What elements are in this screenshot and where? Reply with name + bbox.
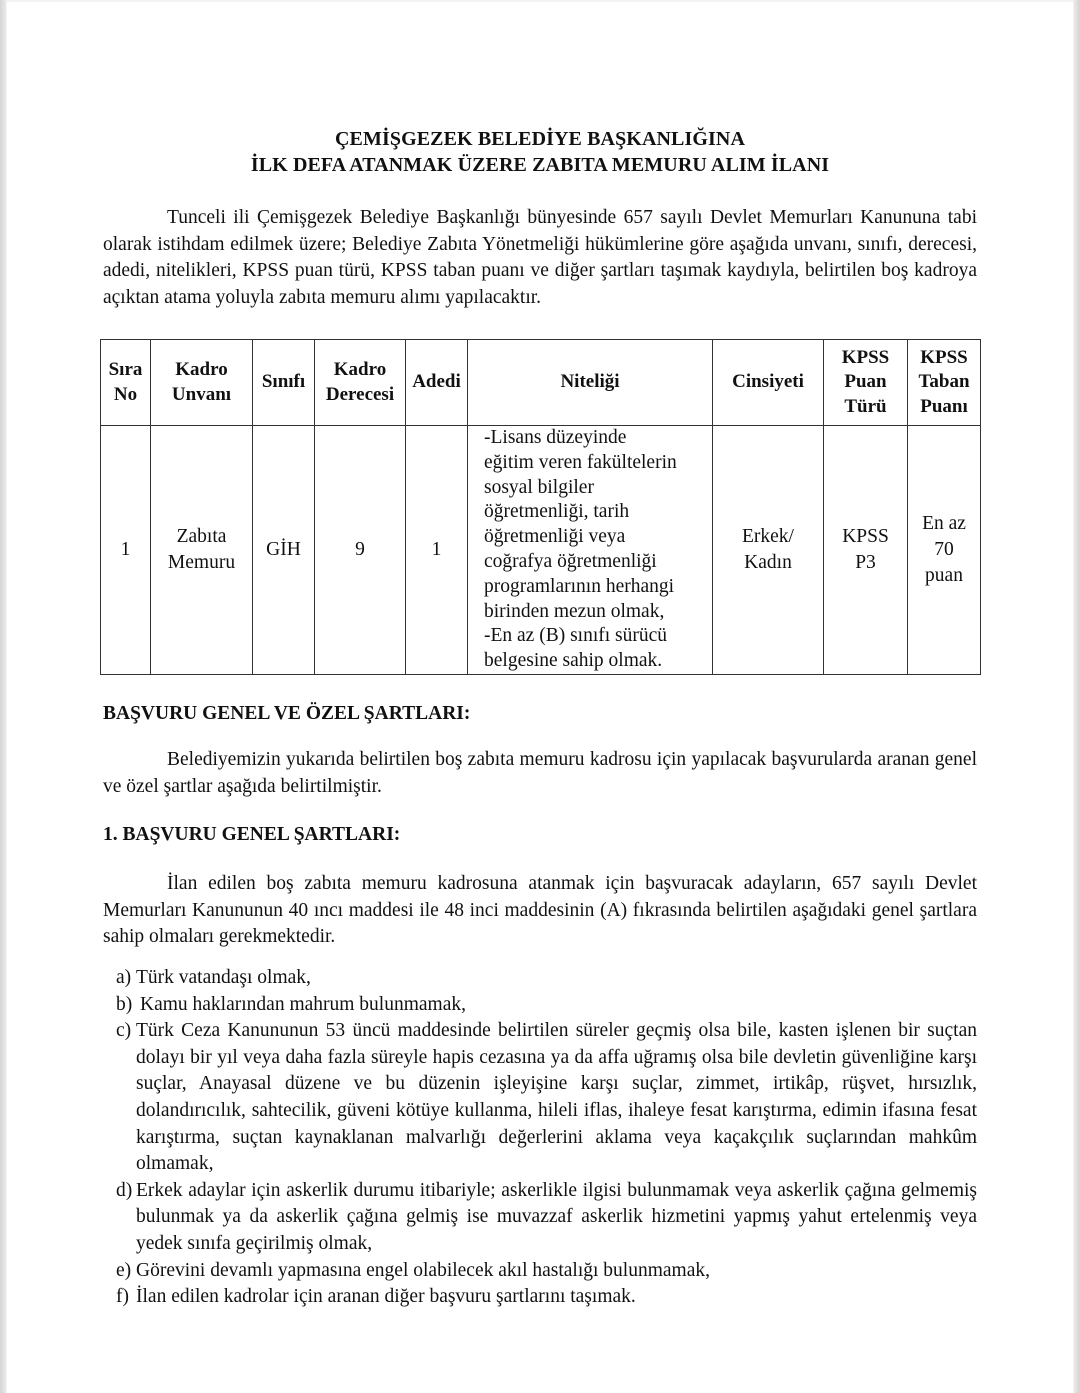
list-item-text: Erkek adaylar için askerlik durumu itibariyle; askerlikle ilgisi bulunmamak veya askerlik çağına gelmemiş bulunmak ya da askerlik çağına gelmiş ise muvazzaf askerlik hizmetini yapmış yahut ertelenmiş veya yedek sınıfa geçirilmiş olmak, <box>136 1179 977 1254</box>
list-item-text: Kamu haklarından mahrum bulunmamak, <box>140 993 466 1015</box>
document-title <box>100 126 980 178</box>
cell-adedi: 1 <box>406 426 468 675</box>
general-intro-text: İlan edilen boş zabıta memuru kadrosuna atanmak için başvuracak adayların, 657 sayılı Devlet Memurları Kanununun 40 ıncı maddesi ile 48 inci maddesinin (A) fıkrasında belirtilen aşağıdaki genel şartlara sahip olmaları gerekmektedir. <box>103 873 977 948</box>
section-heading-genel-sartlar: 1. BAŞVURU GENEL ŞARTLARI: <box>103 824 401 845</box>
position-table <box>100 339 981 675</box>
list-marker: e) <box>116 1259 132 1281</box>
intro-text: Tunceli ili Çemişgezek Belediye Başkanlığı bünyesinde 657 sayılı Devlet Memurları Kanununa tabi olarak istihdam edilmek üzere; Belediye Zabıta Yönetmeliği hükümlerine göre aşağıda unvanı, sınıfı, derecesi, adedi, nitelikleri, KPSS puan türü, KPSS taban puanı ve diğer şartları taşımak kaydıyla, belirtilen boş kadroya açıktan atama yoluyla zabıta memuru alımı yapılacaktır. <box>103 207 977 308</box>
list-item <box>116 992 977 1019</box>
list-item <box>116 1258 977 1285</box>
title-line-1: ÇEMİŞGEZEK BELEDİYE BAŞKANLIĞINA <box>335 128 745 150</box>
cell-sinifi: GİH <box>253 426 315 675</box>
intro-paragraph <box>103 205 977 311</box>
list-item-text: İlan edilen kadrolar için aranan diğer başvuru şartlarını taşımak. <box>136 1286 636 1308</box>
section-heading-basvuru: BAŞVURU GENEL VE ÖZEL ŞARTLARI: <box>103 703 471 724</box>
col-header-cinsiyeti: Cinsiyeti <box>713 340 824 426</box>
cell-kadro-derecesi: 9 <box>315 426 406 675</box>
list-marker: b) <box>116 993 133 1015</box>
cell-kpss-taban-puani: En az 70 puan <box>908 426 981 675</box>
col-header-kpss-puan-turu: KPSS Puan Türü <box>824 340 908 426</box>
col-header-sinifi: Sınıfı <box>253 340 315 426</box>
list-item <box>116 1018 977 1178</box>
list-marker: a) <box>116 967 132 988</box>
title-line-2: İLK DEFA ATANMAK ÜZERE ZABITA MEMURU ALIM İLANI <box>250 154 830 176</box>
col-header-sira-no: Sıra No <box>101 340 151 426</box>
col-header-niteligi: Niteliği <box>468 340 713 426</box>
section-intro-text: Belediyemizin yukarıda belirtilen boş zabıta memuru kadrosu için yapılacak başvurularda aranan genel ve özel şartlar aşağıda belirtilmiştir. <box>103 749 977 797</box>
cell-kadro-unvani: Zabıta Memuru <box>151 426 253 675</box>
list-item-text: Görevini devamlı yapmasına engel olabilecek akıl hastalığı bulunmamak, <box>136 1259 710 1281</box>
col-header-kadro-derecesi: Kadro Derecesi <box>315 340 406 426</box>
list-item <box>116 965 977 992</box>
cell-sira-no: 1 <box>101 426 151 675</box>
cell-cinsiyeti: Erkek/ Kadın <box>713 426 824 675</box>
table-row <box>101 426 981 675</box>
col-header-adedi: Adedi <box>406 340 468 426</box>
general-conditions-list <box>116 965 977 1311</box>
list-marker: f) <box>116 1286 129 1308</box>
col-header-kpss-taban-puani: KPSS Taban Puanı <box>908 340 981 426</box>
table-header-row <box>101 340 981 426</box>
section-intro-paragraph <box>103 747 977 800</box>
list-item <box>116 1178 977 1258</box>
list-item-text: Türk vatandaşı olmak, <box>136 967 311 988</box>
list-marker: c) <box>116 1020 132 1042</box>
cell-kpss-puan-turu: KPSS P3 <box>824 426 908 675</box>
cell-niteligi: -Lisans düzeyinde eğitim veren fakültelerin sosyal bilgiler öğretmenliği, tarih öğretmenliği veya coğrafya öğretmenliği programlarının herhangi birinden mezun olmak, -En az (B) sınıfı sürücü belgesine sahip olmak. <box>468 426 713 675</box>
general-intro-paragraph <box>103 871 977 951</box>
col-header-kadro-unvani: Kadro Unvanı <box>151 340 253 426</box>
list-marker: d) <box>116 1179 133 1201</box>
list-item <box>116 1284 977 1311</box>
list-item-text: Türk Ceza Kanununun 53 üncü maddesinde belirtilen süreler geçmiş olsa bile, kasten işlenen bir suçtan dolayı bir yıl veya daha fazla süreyle hapis cezasına ya da affa uğramış olsa bile devletin güvenliğine karşı suçlar, Anayasal düzene ve bu düzenin işleyişine karşı suçlar, zimmet, irtikâp, rüşvet, hırsızlık, dolandırıcılık, sahtecilik, güveni kötüye kullanma, hileli iflas, ihaleye fesat karıştırma, edimin ifasına fesat karıştırma, suçtan kaynaklanan malvarlığı değerlerini aklama veya kaçakçılık suçlarından mahkûm olmamak, <box>136 1020 977 1175</box>
